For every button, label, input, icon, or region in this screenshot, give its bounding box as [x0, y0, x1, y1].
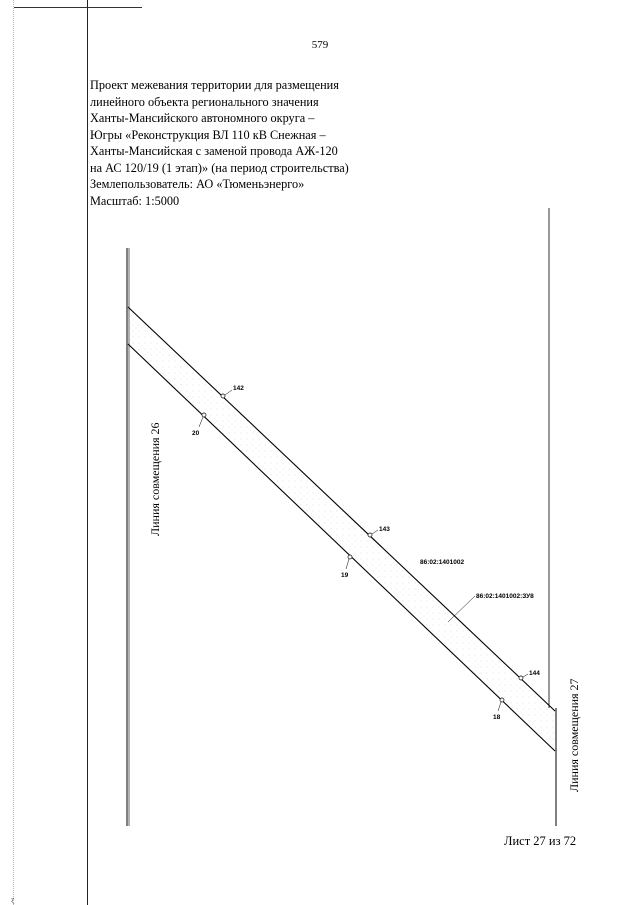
- lower-boundary-line: [128, 344, 555, 751]
- point-label-143: 143: [379, 526, 390, 533]
- boundary-point-20: [202, 413, 206, 417]
- header-line: Ханты-Мансийская с заменой провода АЖ-120: [90, 144, 338, 158]
- right-join-label: Линия совмещения 27: [567, 678, 581, 792]
- land-user-line: Землепользователь: АО «Тюменьэнерго»: [90, 177, 305, 191]
- left-join-label: Линия совмещения 26: [148, 422, 162, 536]
- zone-label-leader: [448, 596, 475, 622]
- upper-boundary-line: [128, 307, 555, 711]
- boundary-point-143: [368, 533, 372, 537]
- header-line: Ханты-Мансийского автономного округа –: [90, 111, 315, 125]
- boundary-point-19: [348, 555, 352, 559]
- scale-line: Масштаб: 1:5000: [90, 193, 180, 208]
- header-line: на АС 120/19 (1 этап)» (на период строительства): [90, 160, 349, 175]
- sheet-number: Лист 27 из 72: [504, 834, 577, 848]
- header-line: Проект межевания территории для размещения: [90, 78, 339, 92]
- zone-label: 86:02:1401002:ЗУ8: [476, 593, 534, 600]
- boundary-point-142: [221, 394, 225, 398]
- point-label-142: 142: [233, 385, 244, 392]
- right-of-way-strip: [128, 307, 555, 751]
- point-label-20: 20: [192, 430, 200, 437]
- page-number: 579: [311, 39, 329, 51]
- point-label-144: 144: [529, 670, 540, 677]
- point-label-18: 18: [493, 714, 501, 721]
- header-line: Югры «Реконструкция ВЛ 110 кВ Снежная –: [90, 127, 326, 142]
- point-label-19: 19: [341, 572, 349, 579]
- parcel-label: 86:02:1401002: [420, 559, 465, 566]
- scan-margin-mark: ɀ: [11, 895, 15, 904]
- boundary-point-144: [519, 676, 523, 680]
- boundary-point-18: [500, 698, 504, 702]
- header-line: линейного объекта регионального значения: [90, 94, 319, 109]
